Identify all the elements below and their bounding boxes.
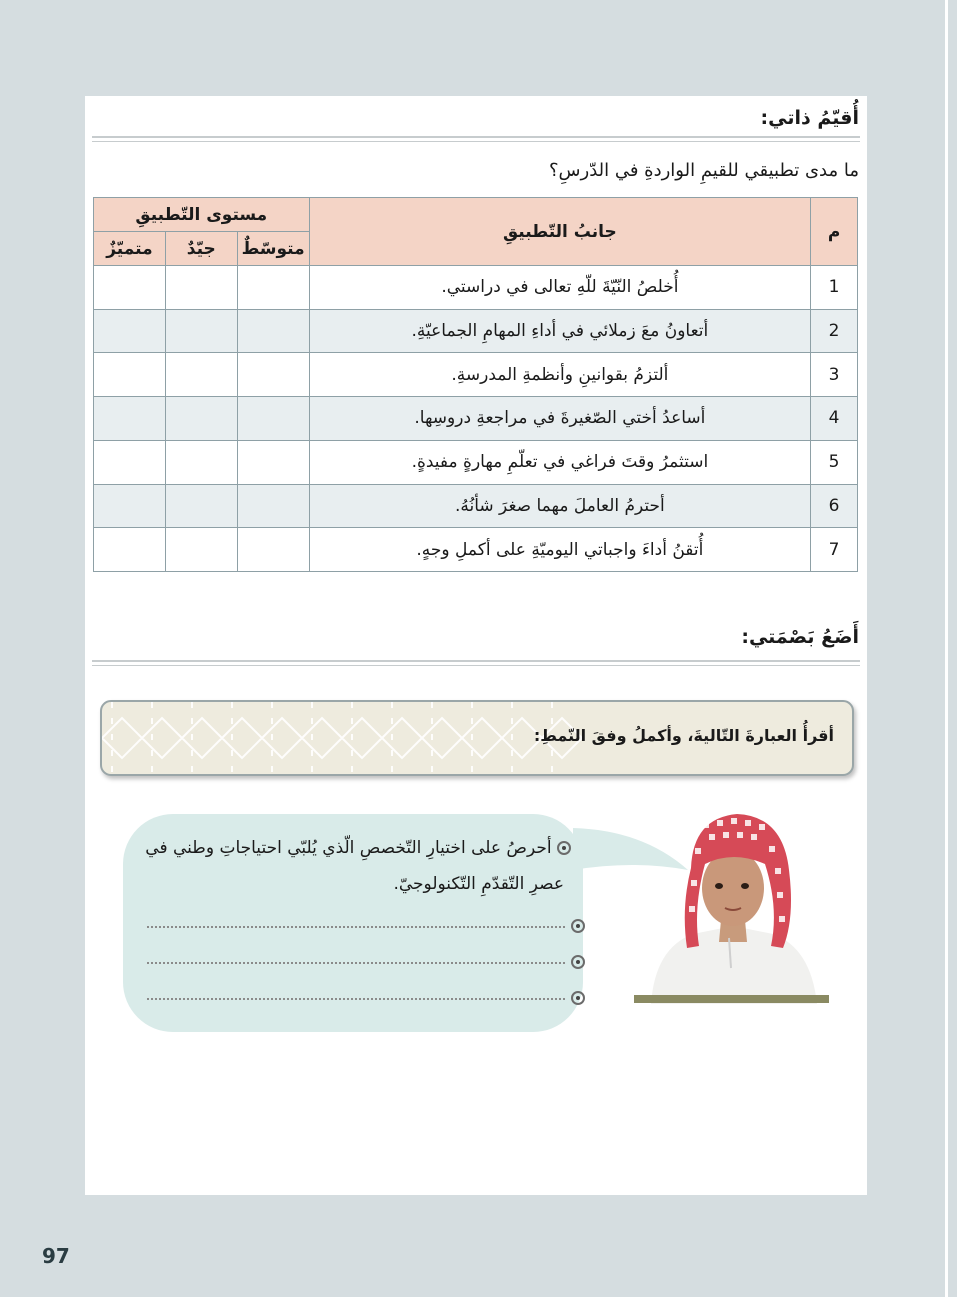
level-cell-excellent[interactable]	[94, 309, 166, 353]
level-cell-excellent[interactable]	[94, 397, 166, 441]
level-cell-average[interactable]	[237, 528, 309, 572]
statement-text-1: أحرصُ على اختيارِ التّخصصِ الّذي يُلبّي احتياجاتِ وطني في	[145, 838, 552, 858]
instruction-banner	[100, 700, 854, 776]
row-aspect: أحترمُ العاملَ مهما صغرَ شأنُهُ.	[309, 484, 811, 528]
table-row	[94, 440, 858, 484]
section-divider	[92, 660, 860, 662]
table-row	[94, 266, 858, 310]
level-cell-average[interactable]	[237, 484, 309, 528]
row-number: 3	[811, 353, 858, 397]
level-cell-good[interactable]	[165, 440, 237, 484]
level-cell-good[interactable]	[165, 353, 237, 397]
level-cell-good[interactable]	[165, 309, 237, 353]
bullet-icon	[571, 955, 585, 969]
level-cell-average[interactable]	[237, 397, 309, 441]
header-number: م	[811, 198, 858, 266]
level-cell-good[interactable]	[165, 528, 237, 572]
header-level: مستوى التّطبيقِ	[94, 198, 310, 232]
row-aspect: أساعدُ أختي الصّغيرةَ في مراجعةِ دروسِها.	[309, 397, 811, 441]
level-cell-excellent[interactable]	[94, 440, 166, 484]
boy-illustration	[633, 808, 833, 1004]
table-row	[94, 484, 858, 528]
level-cell-excellent[interactable]	[94, 266, 166, 310]
self-assessment-title: أُقيّمُ ذاتي:	[760, 107, 859, 129]
assessment-question: ما مدى تطبيقي للقيمِ الواردةِ في الدّرسِ؟	[548, 160, 859, 181]
worksheet-page	[85, 96, 867, 1195]
table-row	[94, 397, 858, 441]
level-cell-good[interactable]	[165, 397, 237, 441]
bullet-icon	[571, 991, 585, 1005]
level-cell-excellent[interactable]	[94, 484, 166, 528]
statement-line-1	[121, 838, 571, 858]
illustration-shelf	[634, 995, 829, 1003]
statement-text-2: عصرِ التّقدّمِ التّكنولوجيّ.	[393, 874, 564, 894]
row-aspect: ألتزمُ بقوانينِ وأنظمةِ المدرسةِ.	[309, 353, 811, 397]
level-cell-average[interactable]	[237, 353, 309, 397]
table-row	[94, 309, 858, 353]
row-number: 6	[811, 484, 858, 528]
answer-line-2[interactable]	[147, 962, 565, 964]
level-cell-good[interactable]	[165, 484, 237, 528]
table-row	[94, 528, 858, 572]
row-aspect: أُتقنُ أداءَ واجباتي اليوميّةِ على أكملِ وجهٍ.	[309, 528, 811, 572]
row-number: 4	[811, 397, 858, 441]
page-edge-line	[945, 0, 948, 1297]
title-divider	[92, 136, 860, 138]
bullet-icon	[571, 919, 585, 933]
self-assessment-table	[93, 197, 858, 572]
row-number: 2	[811, 309, 858, 353]
row-number: 7	[811, 528, 858, 572]
page-number: 97	[42, 1244, 70, 1268]
level-cell-good[interactable]	[165, 266, 237, 310]
bullet-icon	[557, 841, 571, 855]
level-cell-average[interactable]	[237, 440, 309, 484]
level-cell-average[interactable]	[237, 309, 309, 353]
header-level-average: متوسّطٌ	[237, 232, 309, 266]
answer-line-1[interactable]	[147, 926, 565, 928]
instruction-text: أقرأُ العبارةَ التّاليةَ، وأكملُ وفقَ النّمطِ:	[533, 726, 834, 745]
header-level-good: جيّدٌ	[165, 232, 237, 266]
row-number: 5	[811, 440, 858, 484]
fingerprint-title: أَضَعُ بَصْمَتي:	[741, 626, 859, 648]
title-divider-thin	[92, 141, 860, 142]
level-cell-excellent[interactable]	[94, 353, 166, 397]
row-number: 1	[811, 266, 858, 310]
header-aspect: جانبُ التّطبيقِ	[309, 198, 811, 266]
level-cell-excellent[interactable]	[94, 528, 166, 572]
section-divider-thin	[92, 665, 860, 666]
row-aspect: استثمرُ وقتَ فراغي في تعلّمِ مهارةٍ مفيدةٍ.	[309, 440, 811, 484]
row-aspect: أُخلصُ النّيّةَ للّهِ تعالى في دراستي.	[309, 266, 811, 310]
level-cell-average[interactable]	[237, 266, 309, 310]
row-aspect: أتعاونُ معَ زملائي في أداءِ المهامِ الجماعيّةِ.	[309, 309, 811, 353]
table-row	[94, 353, 858, 397]
answer-line-3[interactable]	[147, 998, 565, 1000]
header-level-excellent: متميّزٌ	[94, 232, 166, 266]
